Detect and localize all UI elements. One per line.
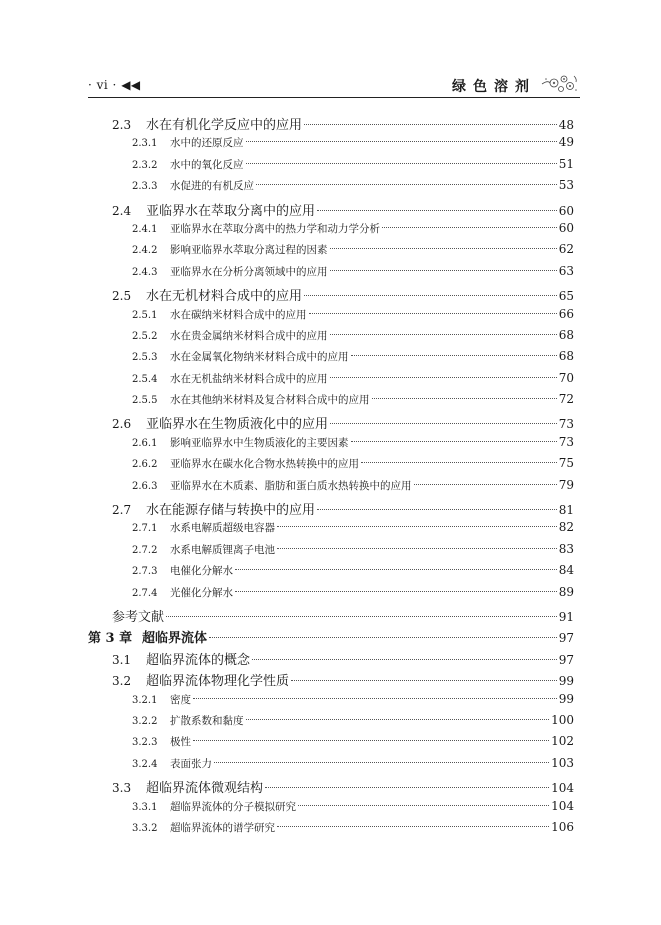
- dot-leader: [351, 441, 557, 442]
- toc-entry[interactable]: [88, 178, 574, 199]
- toc-entry[interactable]: [88, 520, 574, 541]
- toc-entry-page: 89: [558, 584, 574, 599]
- toc-entry[interactable]: [88, 157, 574, 178]
- dot-leader: [330, 248, 557, 249]
- toc-entry[interactable]: [88, 478, 574, 499]
- dot-leader: [209, 637, 557, 638]
- toc-entry-page: 91: [558, 609, 574, 624]
- toc-entry-title: 水在其他纳米材料及复合材料合成中的应用: [170, 394, 370, 407]
- toc-entry-title: 超临界流体: [142, 631, 208, 647]
- toc-entry-title: 超临界流体物理化学性质: [146, 674, 290, 690]
- toc-entry-title: 水促进的有机反应: [170, 180, 254, 193]
- toc-entry-page: 97: [558, 652, 574, 667]
- dot-leader: [277, 526, 557, 527]
- toc-entry-number: 2.4: [112, 203, 132, 218]
- toc-entry-page: 62: [558, 242, 574, 257]
- toc-entry-page: 66: [558, 306, 574, 321]
- dot-leader: [277, 548, 557, 549]
- toc-entry-page: 70: [558, 370, 574, 385]
- book-title: 绿色溶剂: [452, 79, 536, 95]
- dot-leader: [166, 616, 557, 617]
- toc-entry-page: 65: [558, 289, 574, 304]
- toc-entry-number: 2.3: [112, 118, 132, 132]
- toc-entry-title: 水在碳纳米材料合成中的应用: [170, 308, 307, 321]
- toc-entry-number: 2.5: [112, 289, 132, 304]
- toc-entry-title: 亚临界水在碳水化合物水热转换中的应用: [170, 458, 359, 471]
- dot-leader: [414, 484, 557, 485]
- dot-leader: [235, 569, 557, 570]
- toc-entry-number: 2.6.3: [132, 480, 158, 492]
- toc-entry-page: 99: [558, 691, 574, 706]
- toc-entry-title: 水在有机化学反应中的应用: [146, 118, 303, 133]
- toc-entry-title: 亚临界水在木质素、脂肪和蛋白质水热转换中的应用: [170, 479, 412, 492]
- toc-entry-number: 2.4.2: [132, 245, 158, 257]
- toc-entry-title: 参考文献: [112, 609, 165, 625]
- toc-entry-title: 水在贵金属纳米材料合成中的应用: [170, 329, 328, 342]
- toc-entry-title: 水系电解质锂离子电池: [170, 543, 275, 556]
- page-number: · vi · ◀◀: [88, 78, 141, 92]
- toc-entry-page: 49: [558, 135, 574, 150]
- toc-entry[interactable]: [88, 627, 574, 648]
- header-rule: [88, 97, 580, 98]
- toc-entry-title: 密度: [170, 693, 191, 706]
- toc-entry-title: 影响亚临界水萃取分离过程的因素: [170, 244, 328, 257]
- toc-entry[interactable]: [88, 820, 574, 841]
- toc-entry-number: 3.3.1: [132, 801, 158, 813]
- toc-entry-number: 2.5.5: [132, 395, 158, 407]
- toc-entry-number: 3.2.1: [132, 694, 158, 706]
- toc-entry-page: 73: [558, 417, 574, 432]
- toc-entry[interactable]: [88, 264, 574, 285]
- toc-entry-page: 79: [558, 477, 574, 492]
- dot-leader: [298, 805, 549, 806]
- toc-entry-number: 2.6.2: [132, 459, 158, 471]
- toc-entry-page: 72: [558, 392, 574, 407]
- toc-entry-number: 2.4.1: [132, 223, 158, 235]
- toc-entry-number: 第 3 章: [88, 631, 133, 647]
- dot-leader: [304, 124, 557, 125]
- toc-entry-page: 81: [558, 503, 574, 518]
- toc-entry[interactable]: [88, 285, 574, 306]
- dot-leader: [193, 698, 557, 699]
- dot-leader: [351, 355, 557, 356]
- toc-entry-number: 2.3.2: [132, 159, 158, 171]
- toc-entry-page: 106: [551, 819, 574, 834]
- dot-leader: [382, 227, 557, 228]
- dot-leader: [330, 423, 557, 424]
- toc-entry[interactable]: [88, 328, 574, 349]
- toc-entry[interactable]: [88, 242, 574, 263]
- dot-leader: [317, 210, 557, 211]
- toc-entry[interactable]: [88, 371, 574, 392]
- toc-entry-title: 水在无机盐纳米材料合成中的应用: [170, 372, 328, 385]
- toc-entry-page: 60: [558, 220, 574, 235]
- toc-entry-page: 53: [558, 178, 574, 193]
- toc-entry-title: 超临界流体的谱学研究: [170, 821, 275, 834]
- toc-entry-title: 超临界流体的概念: [146, 652, 251, 668]
- dot-leader: [214, 762, 549, 763]
- toc-entry[interactable]: [88, 413, 574, 434]
- dot-leader: [246, 719, 550, 720]
- dot-leader: [330, 270, 557, 271]
- toc-entry-number: 2.7: [112, 503, 132, 518]
- table-of-contents: [88, 114, 574, 841]
- toc-entry-page: 83: [558, 541, 574, 556]
- toc-entry-page: 68: [558, 327, 574, 342]
- toc-entry[interactable]: [88, 606, 574, 627]
- toc-entry[interactable]: [88, 692, 574, 713]
- dot-leader: [193, 740, 549, 741]
- toc-entry[interactable]: [88, 456, 574, 477]
- toc-entry-number: 2.7.2: [132, 544, 158, 556]
- toc-entry-page: 104: [551, 798, 574, 813]
- toc-entry[interactable]: [88, 649, 574, 670]
- dot-leader: [235, 591, 557, 592]
- toc-entry-title: 水系电解质超级电容器: [170, 522, 275, 535]
- toc-entry-page: 48: [558, 118, 574, 132]
- toc-entry-title: 水中的还原反应: [170, 137, 244, 150]
- toc-entry-title: 表面张力: [170, 757, 212, 770]
- dot-leader: [252, 659, 557, 660]
- dot-leader: [317, 509, 557, 510]
- toc-entry-number: 2.6.1: [132, 437, 158, 449]
- toc-entry-number: 2.4.3: [132, 266, 158, 278]
- toc-entry-number: 2.7.3: [132, 566, 158, 578]
- toc-entry[interactable]: [88, 799, 574, 820]
- toc-entry-number: 3.2.2: [132, 715, 158, 727]
- dot-leader: [330, 377, 557, 378]
- toc-entry-page: 63: [558, 263, 574, 278]
- toc-entry[interactable]: [88, 713, 574, 734]
- toc-entry-title: 水在能源存储与转换中的应用: [146, 503, 316, 519]
- toc-entry-page: 73: [558, 434, 574, 449]
- toc-entry-page: 68: [558, 349, 574, 364]
- toc-entry[interactable]: [88, 777, 574, 798]
- toc-entry-title: 亚临界水在萃取分离中的应用: [146, 203, 316, 219]
- toc-entry-title: 超临界流体的分子模拟研究: [170, 800, 296, 813]
- toc-entry-page: 60: [558, 203, 574, 218]
- toc-entry-title: 超临界流体微观结构: [146, 781, 264, 797]
- toc-entry-number: 2.7.4: [132, 587, 158, 599]
- toc-entry-title: 水在无机材料合成中的应用: [146, 289, 303, 305]
- toc-entry-number: 2.7.1: [132, 523, 158, 535]
- toc-entry-number: 3.2.3: [132, 737, 158, 749]
- toc-entry-number: 3.3: [112, 781, 132, 796]
- toc-entry-page: 103: [551, 755, 574, 770]
- toc-entry[interactable]: [88, 499, 574, 520]
- toc-entry-title: 亚临界水在萃取分离中的热力学和动力学分析: [170, 222, 380, 235]
- dot-leader: [265, 787, 549, 788]
- toc-entry-title: 水中的氧化反应: [170, 158, 244, 171]
- toc-entry[interactable]: [88, 349, 574, 370]
- toc-entry[interactable]: [88, 670, 574, 691]
- toc-entry-number: 3.2: [112, 674, 132, 689]
- toc-entry-page: 84: [558, 563, 574, 578]
- toc-entry-number: 3.2.4: [132, 758, 158, 770]
- toc-entry-number: 3.3.2: [132, 822, 158, 834]
- toc-entry-number: 2.3.1: [132, 138, 158, 150]
- toc-entry-title: 水在金属氧化物纳米材料合成中的应用: [170, 351, 349, 364]
- toc-entry-title: 极性: [170, 736, 191, 749]
- toc-entry-title: 亚临界水在生物质液化中的应用: [146, 417, 329, 433]
- dot-leader: [291, 680, 557, 681]
- toc-entry-number: 2.6: [112, 417, 132, 432]
- dot-leader: [330, 334, 557, 335]
- toc-entry[interactable]: [88, 200, 574, 221]
- toc-entry[interactable]: [88, 392, 574, 413]
- toc-entry-page: 75: [558, 456, 574, 471]
- toc-entry[interactable]: [88, 756, 574, 777]
- toc-entry[interactable]: [88, 542, 574, 563]
- toc-entry-title: 影响亚临界水中生物质液化的主要因素: [170, 436, 349, 449]
- flower-ornament-icon: [540, 70, 580, 96]
- toc-entry-number: 2.5.2: [132, 330, 158, 342]
- dot-leader: [246, 163, 557, 164]
- toc-entry[interactable]: [88, 585, 574, 606]
- toc-entry-page: 104: [551, 781, 574, 796]
- toc-entry-title: 电催化分解水: [170, 565, 233, 578]
- toc-entry-page: 102: [551, 734, 574, 749]
- toc-entry-page: 82: [558, 520, 574, 535]
- toc-entry-title: 扩散系数和黏度: [170, 714, 244, 727]
- toc-entry[interactable]: [88, 435, 574, 456]
- toc-entry-page: 97: [558, 631, 574, 646]
- dot-leader: [256, 184, 557, 185]
- toc-entry-number: 3.1: [112, 652, 132, 667]
- toc-entry-page: 100: [551, 712, 574, 727]
- dot-leader: [309, 313, 557, 314]
- dot-leader: [277, 826, 549, 827]
- toc-entry[interactable]: [88, 563, 574, 584]
- toc-entry-title: 光催化分解水: [170, 586, 233, 599]
- dot-leader: [372, 398, 557, 399]
- toc-entry[interactable]: [88, 114, 574, 135]
- toc-entry[interactable]: [88, 135, 574, 156]
- toc-entry[interactable]: [88, 221, 574, 242]
- dot-leader: [361, 462, 557, 463]
- running-header: [88, 74, 580, 100]
- toc-entry-title: 亚临界水在分析分离领域中的应用: [170, 265, 328, 278]
- toc-entry[interactable]: [88, 307, 574, 328]
- toc-entry-number: 2.5.3: [132, 352, 158, 364]
- dot-leader: [304, 295, 557, 296]
- toc-entry-page: 99: [558, 674, 574, 689]
- toc-entry-number: 2.3.3: [132, 181, 158, 193]
- toc-entry-number: 2.5.1: [132, 309, 158, 321]
- toc-entry-page: 51: [558, 156, 574, 171]
- toc-entry[interactable]: [88, 734, 574, 755]
- toc-entry-number: 2.5.4: [132, 373, 158, 385]
- dot-leader: [246, 141, 557, 142]
